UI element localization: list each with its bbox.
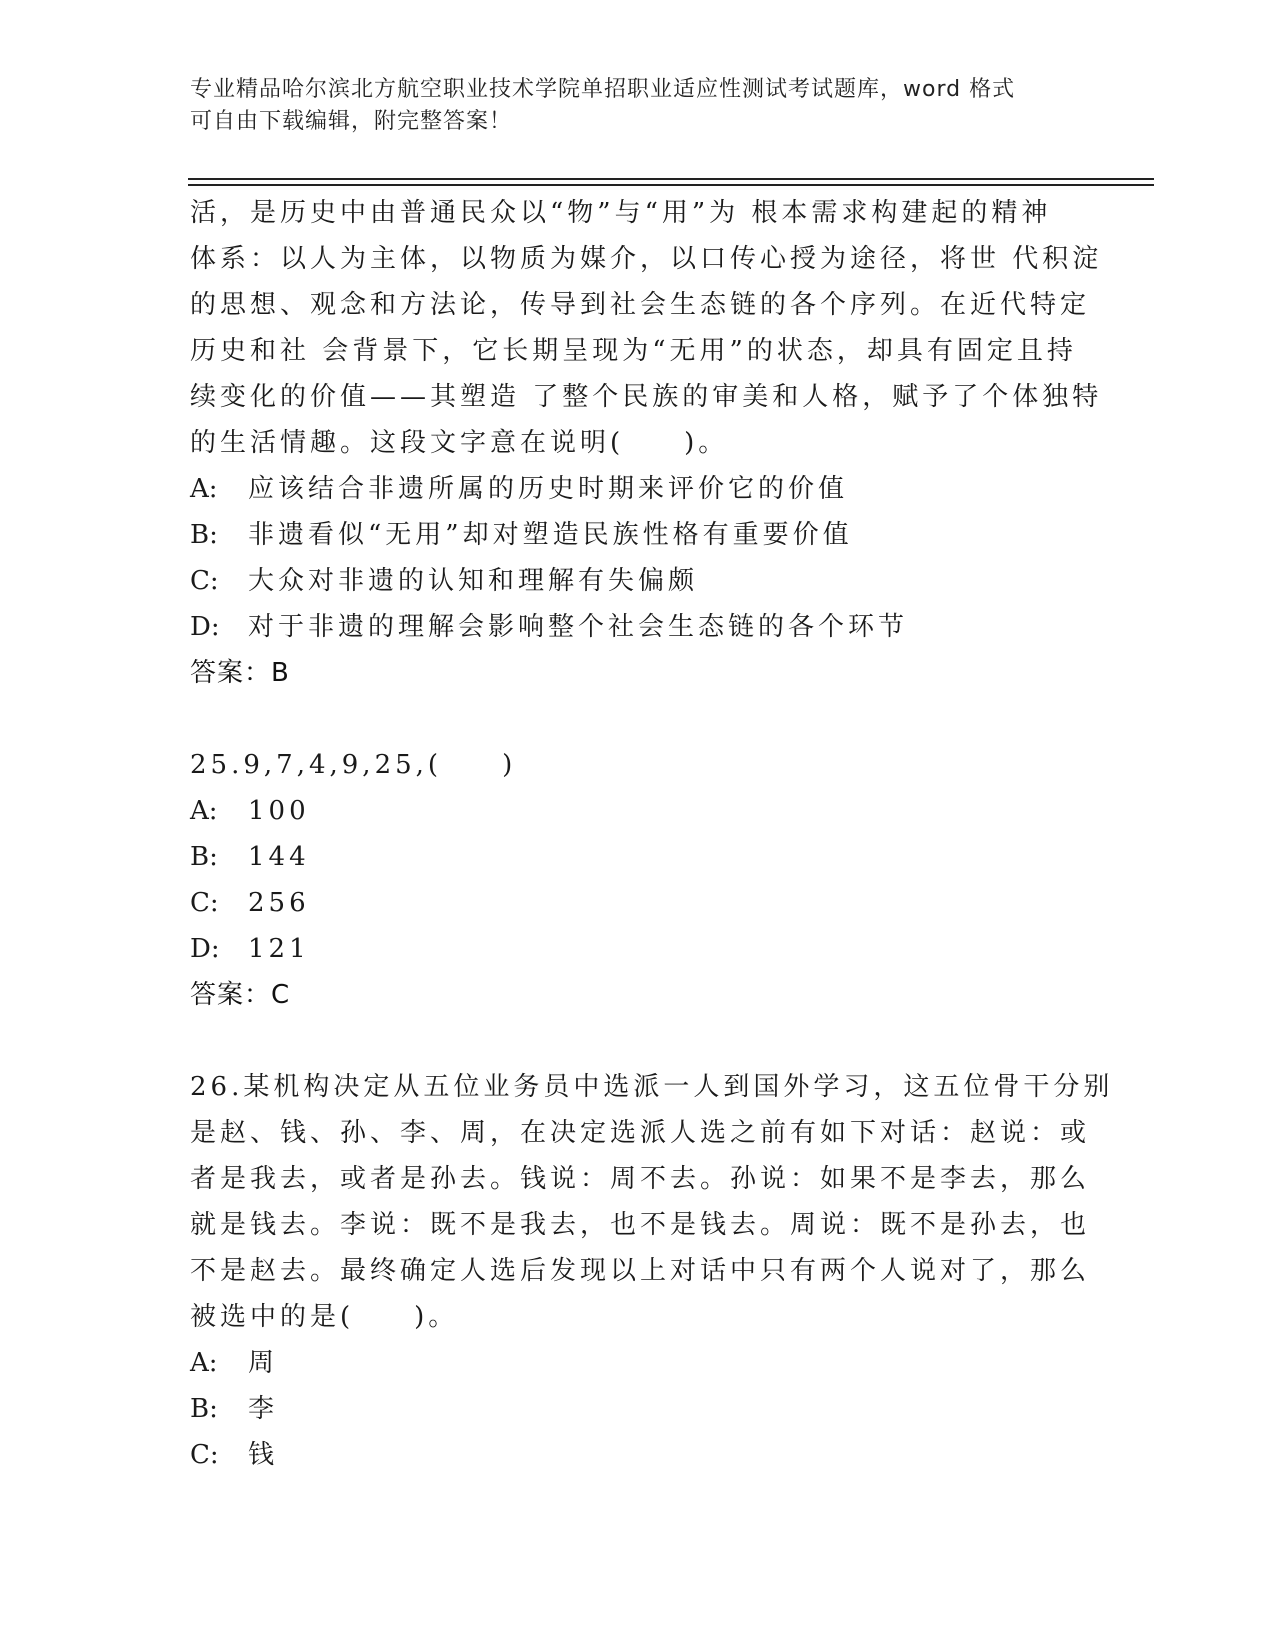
option-label: C: bbox=[190, 1440, 219, 1470]
option-label: B: bbox=[190, 1394, 218, 1424]
option-label: B: bbox=[190, 520, 218, 550]
header-line-1: 专业精品哈尔滨北方航空职业技术学院单招职业适应性测试考试题库，word 格式 bbox=[190, 77, 1016, 102]
question-text-line: 的生活情趣。这段文字意在说明( )。 bbox=[190, 428, 729, 458]
option-label: D: bbox=[190, 612, 220, 642]
question-25 bbox=[190, 742, 1130, 1018]
option-label: B: bbox=[190, 842, 218, 872]
question-text-line: 被选中的是( )。 bbox=[190, 1302, 459, 1332]
question-text-line: 历史和社 会背景下，它长期呈现为“无用”的状态，却具有固定且持 bbox=[190, 336, 1077, 366]
option-text: 非遗看似“无用”却对塑造民族性格有重要价值 bbox=[248, 520, 853, 550]
option-text: 对于非遗的理解会影响整个社会生态链的各个环节 bbox=[248, 612, 909, 642]
option-label: A: bbox=[190, 796, 218, 826]
option-text: 应该结合非遗所属的历史时期来评价它的价值 bbox=[248, 474, 849, 504]
header-line-2: 可自由下载编辑，附完整答案！ bbox=[190, 109, 513, 134]
question-text-line: 是赵、钱、孙、李、周，在决定选派人选之前有如下对话：赵说：或 bbox=[190, 1118, 1091, 1148]
option-text: 钱 bbox=[248, 1440, 279, 1470]
option-c bbox=[190, 1432, 1130, 1478]
question-text-line: 就是钱去。李说：既不是我去，也不是钱去。周说：既不是孙去，也 bbox=[190, 1210, 1091, 1240]
header-rule-top bbox=[188, 178, 1154, 180]
option-text: 100 bbox=[248, 796, 310, 826]
question-24 bbox=[190, 190, 1130, 696]
answer-text: 答案：C bbox=[190, 980, 291, 1010]
header-rule-bottom bbox=[188, 184, 1154, 186]
option-b bbox=[190, 1386, 1130, 1432]
spacer bbox=[190, 1018, 1130, 1064]
option-label: C: bbox=[190, 888, 219, 918]
question-text-line: 的思想、观念和方法论，传导到社会生态链的各个序列。在近代特定 bbox=[190, 290, 1091, 320]
option-label: D: bbox=[190, 934, 220, 964]
question-text-line: 体系：以人为主体，以物质为媒介，以口传心授为途径，将世 代积淀 bbox=[190, 244, 1103, 274]
option-text: 李 bbox=[248, 1394, 279, 1424]
spacer bbox=[190, 696, 1130, 742]
document-body bbox=[190, 190, 1130, 1478]
option-text: 121 bbox=[248, 934, 310, 964]
question-text-line: 活，是历史中由普通民众以“物”与“用”为 根本需求构建起的精神 bbox=[190, 198, 1052, 228]
option-text: 大众对非遗的认知和理解有失偏颇 bbox=[248, 566, 699, 596]
question-26 bbox=[190, 1064, 1130, 1478]
option-text: 256 bbox=[248, 888, 310, 918]
option-a bbox=[190, 1340, 1130, 1386]
answer-text: 答案：B bbox=[190, 658, 290, 688]
option-a bbox=[190, 466, 1130, 512]
page-header bbox=[190, 74, 1090, 138]
question-text-line: 续变化的价值——其塑造 了整个民族的审美和人格，赋予了个体独特 bbox=[190, 382, 1103, 412]
question-text-line: 26.某机构决定从五位业务员中选派一人到国外学习，这五位骨干分别 bbox=[190, 1072, 1114, 1102]
option-d bbox=[190, 926, 1130, 972]
option-text: 144 bbox=[248, 842, 310, 872]
option-c bbox=[190, 880, 1130, 926]
option-a bbox=[190, 788, 1130, 834]
option-d bbox=[190, 604, 1130, 650]
question-text-line: 25.9,7,4,9,25,( ) bbox=[190, 750, 517, 780]
option-b bbox=[190, 512, 1130, 558]
option-label: C: bbox=[190, 566, 219, 596]
option-text: 周 bbox=[248, 1348, 279, 1378]
option-label: A: bbox=[190, 474, 218, 504]
question-text-line: 者是我去，或者是孙去。钱说：周不去。孙说：如果不是李去，那么 bbox=[190, 1164, 1091, 1194]
question-text-line: 不是赵去。最终确定人选后发现以上对话中只有两个人说对了，那么 bbox=[190, 1256, 1091, 1286]
option-label: A: bbox=[190, 1348, 218, 1378]
option-b bbox=[190, 834, 1130, 880]
option-c bbox=[190, 558, 1130, 604]
